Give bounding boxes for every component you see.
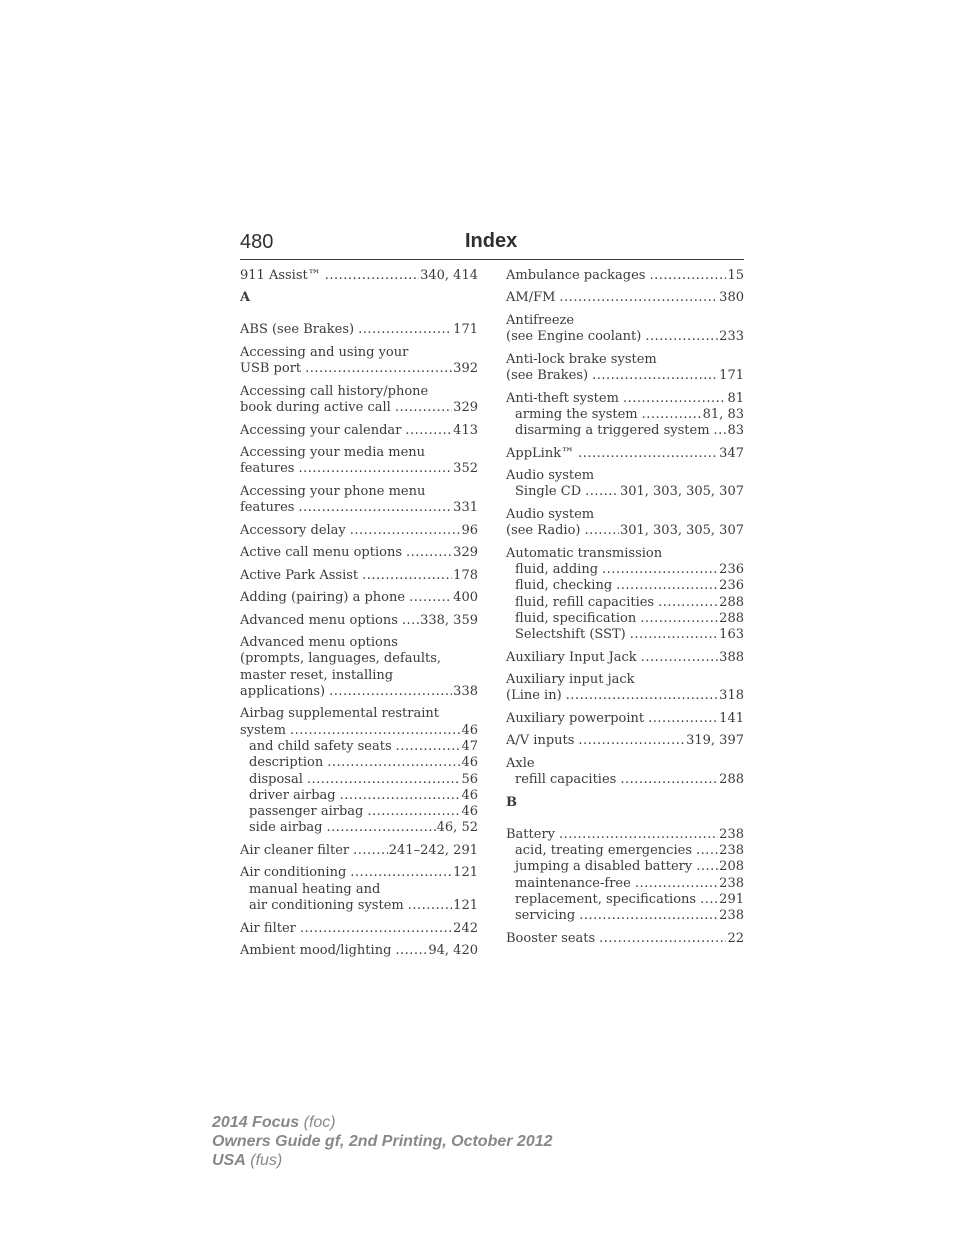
entry-term: maintenance-free: [515, 875, 631, 891]
dot-leader: [578, 733, 685, 749]
index-subentry-line: [506, 892, 744, 908]
dot-leader: [329, 684, 452, 700]
entry-term: Air conditioning: [240, 865, 347, 881]
dot-leader: [353, 843, 388, 859]
dot-leader: [395, 943, 427, 959]
index-entry-line: [240, 345, 478, 361]
index-entry-line: [506, 733, 744, 749]
dot-leader: [616, 578, 718, 594]
footer-line-edition: [212, 1132, 553, 1151]
page-reference: 301, 303, 305, 307: [619, 523, 744, 539]
index-entry-line: [506, 688, 744, 704]
dot-leader: [696, 843, 718, 859]
page-reference: 238: [719, 908, 744, 924]
dot-leader: [714, 423, 727, 439]
page-reference: 94, 420: [428, 942, 478, 958]
index-entry-line: [506, 711, 744, 727]
entry-term: Automatic transmission: [506, 545, 663, 561]
entry-term: passenger airbag: [249, 804, 364, 820]
dot-leader: [327, 755, 460, 771]
entry-term: Advanced menu options: [240, 612, 398, 628]
page-reference: 83: [727, 423, 744, 439]
dot-leader: [350, 523, 461, 539]
index-entry: [506, 290, 744, 306]
entry-term: Air cleaner filter: [240, 842, 350, 858]
index-entry-line: [506, 650, 744, 666]
page-reference: 46: [461, 722, 478, 738]
page-reference: 81, 83: [702, 406, 744, 422]
page-reference: 208: [719, 859, 744, 875]
index-subentry-line: [506, 908, 744, 924]
index-entry: [506, 507, 744, 540]
index-column-left: [240, 268, 478, 965]
index-entry: [240, 921, 478, 937]
index-entry-line: [240, 268, 478, 284]
entry-term: Selectshift (SST): [515, 627, 626, 643]
index-entry-line: [240, 590, 478, 606]
index-entry: [506, 672, 744, 705]
dot-leader: [658, 595, 718, 611]
index-entry-line: [240, 445, 478, 461]
dot-leader: [340, 788, 461, 804]
entry-term: AM/FM: [506, 290, 556, 306]
index-entry-line: [240, 668, 478, 684]
entry-term: jumping a disabled battery: [515, 859, 693, 875]
page-reference: 329: [453, 545, 478, 561]
index-entry-line: [506, 268, 744, 284]
index-entry-line: [506, 507, 744, 523]
index-entry-line: [240, 384, 478, 400]
index-entry: [240, 843, 478, 859]
entry-term: Ambulance packages: [506, 268, 646, 283]
entry-term: Axle: [506, 755, 535, 771]
page-reference: 291: [719, 891, 744, 907]
entry-term: Accessing call history/phone: [240, 383, 429, 399]
index-entry-line: [506, 368, 744, 384]
entry-term: Auxiliary Input Jack: [506, 649, 637, 665]
index-entry-line: [240, 921, 478, 937]
index-entry-line: [240, 400, 478, 416]
dot-leader: [642, 407, 702, 423]
index-subentry-line: [240, 739, 478, 755]
entry-term: Advanced menu options: [240, 635, 398, 650]
dot-leader: [566, 688, 719, 704]
index-subentry-line: [240, 898, 478, 914]
page-reference: 15: [727, 268, 744, 283]
page-reference: 236: [719, 561, 744, 577]
index-entry: [240, 706, 478, 836]
index-section-letter: B: [506, 794, 517, 810]
dot-leader: [395, 400, 452, 416]
page-reference: 238: [719, 826, 744, 842]
page-reference: 121: [453, 898, 478, 914]
page-reference: 242: [453, 920, 478, 936]
index-entry-line: [506, 672, 744, 688]
index-entry: [506, 268, 744, 284]
index-entry-line: [240, 361, 478, 377]
index-entry: [506, 733, 744, 749]
page-reference: 288: [719, 610, 744, 626]
index-entry-line: [506, 468, 744, 484]
index-entry: [240, 268, 478, 284]
entry-term: fluid, specification: [515, 610, 637, 626]
index-entry-line: [506, 352, 744, 368]
page-reference: 388: [719, 649, 744, 665]
dot-leader: [298, 500, 452, 516]
page-reference: 318: [719, 688, 744, 704]
page-reference: 288: [719, 772, 744, 788]
index-subentry-line: [506, 876, 744, 892]
dot-leader: [409, 590, 452, 606]
dot-leader: [559, 827, 718, 843]
entry-term: system: [240, 722, 286, 738]
entry-term: features: [240, 500, 295, 516]
index-entry: [506, 827, 744, 925]
entry-term: features: [240, 461, 295, 477]
entry-term: fluid, adding: [515, 561, 599, 577]
index-entry-line: [240, 684, 478, 700]
page-reference: 46: [461, 804, 478, 820]
dot-leader: [559, 290, 718, 306]
entry-term: fluid, refill capacities: [515, 594, 655, 610]
entry-term: Battery: [506, 826, 556, 842]
index-entry-line: [240, 865, 478, 881]
dot-leader: [300, 921, 452, 937]
index-entry-line: [240, 706, 478, 722]
index-entry-line: [240, 568, 478, 584]
index-entry: [240, 523, 478, 539]
entry-term: arming the system: [515, 406, 638, 422]
page-reference: 178: [453, 567, 478, 583]
entry-term: Airbag supplemental restraint: [240, 706, 440, 722]
entry-term: (prompts, languages, defaults,: [240, 651, 442, 667]
entry-term: Accessory delay: [240, 522, 346, 538]
entry-term: Active Park Assist: [240, 567, 359, 583]
entry-term: A/V inputs: [506, 733, 575, 749]
entry-term: (see Radio): [506, 523, 581, 539]
dot-leader: [406, 545, 452, 561]
index-entry: [240, 865, 478, 914]
dot-leader: [579, 908, 718, 924]
entry-term: Antifreeze: [506, 312, 575, 328]
index-entry-line: [240, 723, 478, 739]
index-entry-line: [506, 523, 744, 539]
index-entry-line: [506, 290, 744, 306]
document-footer: [212, 1113, 553, 1170]
entry-term: and child safety seats: [249, 738, 392, 754]
entry-term: disarming a triggered system: [515, 423, 710, 439]
dot-leader: [408, 898, 452, 914]
index-entry-line: [240, 500, 478, 516]
entry-term: Single CD: [515, 484, 582, 500]
footer-market-code: (fus): [250, 1152, 283, 1169]
index-entry: [240, 568, 478, 584]
entry-term: Accessing your calendar: [240, 422, 402, 438]
entry-term: USB port: [240, 361, 302, 377]
index-entry: [240, 484, 478, 517]
entry-term: replacement, specifications: [515, 891, 697, 907]
index-entry: [240, 345, 478, 378]
page-reference: 319, 397: [686, 733, 744, 749]
page-reference: 171: [719, 368, 744, 384]
dot-leader: [645, 329, 718, 345]
index-entry: [506, 391, 744, 440]
index-entry: [240, 423, 478, 439]
page-reference: 238: [719, 875, 744, 891]
dot-leader: [623, 391, 727, 407]
index-entry: [506, 352, 744, 385]
entry-term: side airbag: [249, 820, 323, 836]
page-number: 480: [240, 231, 274, 253]
index-column-right: [506, 268, 744, 953]
dot-leader: [298, 461, 452, 477]
entry-term: driver airbag: [249, 787, 336, 803]
page-reference: 46: [461, 755, 478, 771]
dot-leader: [305, 361, 452, 377]
page-reference: 81: [727, 390, 744, 406]
dot-leader: [648, 711, 718, 727]
footer-edition: Owners Guide gf, 2nd Printing, October 2012: [212, 1133, 553, 1150]
index-entry: [506, 650, 744, 666]
page-reference: 236: [719, 578, 744, 594]
entry-term: book during active call: [240, 400, 391, 416]
index-entry: [240, 445, 478, 478]
dot-leader: [578, 446, 718, 462]
entry-term: ABS (see Brakes): [240, 322, 355, 338]
entry-term: Accessing and using your: [240, 344, 409, 360]
dot-leader: [585, 484, 619, 500]
index-entry-line: [240, 943, 478, 959]
index-entry-line: [240, 523, 478, 539]
entry-term: AppLink™: [506, 445, 575, 461]
index-entry-line: [506, 756, 744, 772]
entry-term: applications): [240, 683, 326, 699]
page-reference: 352: [453, 461, 478, 477]
page-reference: 338: [453, 683, 478, 699]
page-reference: 141: [719, 710, 744, 726]
dot-leader: [358, 322, 452, 338]
entry-term: air conditioning system: [249, 898, 404, 914]
page-reference: 233: [719, 329, 744, 345]
dot-leader: [405, 423, 452, 439]
index-entry-line: [240, 484, 478, 500]
entry-term: refill capacities: [515, 772, 617, 788]
index-entry-line: [506, 827, 744, 843]
entry-term: manual heating and: [249, 881, 381, 897]
page-reference: 46, 52: [436, 820, 478, 836]
page-reference: 163: [719, 627, 744, 643]
index-entry-line: [506, 546, 744, 562]
index-entry-line: [240, 322, 478, 338]
index-subentry-line: [506, 423, 744, 439]
page-reference: 338, 359: [420, 612, 478, 628]
page-reference: 392: [453, 361, 478, 377]
dot-leader: [402, 613, 419, 629]
entry-term: master reset, installing: [240, 667, 394, 683]
page-header: [240, 229, 744, 260]
dot-leader: [700, 892, 718, 908]
dot-leader: [367, 804, 460, 820]
index-entry: [506, 711, 744, 727]
index-entry: [506, 446, 744, 462]
dot-leader: [641, 650, 718, 666]
page-reference: 46: [461, 787, 478, 803]
entry-term: Air filter: [240, 920, 296, 936]
page-reference: 22: [727, 930, 744, 946]
page-reference: 47: [461, 738, 478, 754]
page-reference: 347: [719, 445, 744, 461]
dot-leader: [350, 865, 452, 881]
dot-leader: [620, 772, 718, 788]
dot-leader: [635, 876, 718, 892]
entry-term: Booster seats: [506, 930, 596, 946]
dot-leader: [696, 859, 718, 875]
index-subentry-line: [506, 859, 744, 875]
entry-term: fluid, checking: [515, 578, 613, 594]
footer-model: 2014 Focus: [212, 1114, 300, 1131]
entry-term: Active call menu options: [240, 545, 402, 561]
page-reference: 331: [453, 500, 478, 516]
index-subentry-line: [506, 407, 744, 423]
page-reference: 301, 303, 305, 307: [619, 484, 744, 500]
dot-leader: [592, 368, 718, 384]
entry-term: Auxiliary powerpoint: [506, 710, 645, 726]
dot-leader: [327, 820, 436, 836]
page-reference: 340, 414: [420, 268, 478, 283]
index-entry: [240, 943, 478, 959]
index-entry-line: [506, 329, 744, 345]
index-entry: [506, 468, 744, 501]
index-subentry-line: [506, 627, 744, 643]
page-reference: 413: [453, 422, 478, 438]
index-subentry-line: [240, 882, 478, 898]
index-entry: [240, 545, 478, 561]
entry-term: disposal: [249, 771, 303, 787]
page-reference: 171: [453, 322, 478, 338]
page-reference: 238: [719, 842, 744, 858]
index-entry-line: [506, 391, 744, 407]
entry-term: (Line in): [506, 688, 562, 704]
index-entry: [506, 931, 744, 947]
index-entry-line: [506, 446, 744, 462]
index-subentry-line: [506, 772, 744, 788]
entry-term: 911 Assist™: [240, 268, 321, 283]
index-entry: [240, 590, 478, 606]
index-entry: [506, 313, 744, 346]
entry-term: description: [249, 755, 324, 771]
index-subentry-line: [506, 611, 744, 627]
dot-leader: [362, 568, 452, 584]
entry-term: servicing: [515, 908, 576, 924]
footer-line-model: [212, 1113, 553, 1132]
index-entry-line: [240, 423, 478, 439]
index-entry-line: [506, 931, 744, 947]
entry-term: Adding (pairing) a phone: [240, 590, 406, 606]
entry-term: Accessing your media menu: [240, 445, 426, 461]
dot-leader: [599, 931, 726, 947]
entry-term: Audio system: [506, 468, 595, 484]
index-entry-line: [240, 545, 478, 561]
index-subentry-line: [506, 595, 744, 611]
index-subentry-line: [240, 788, 478, 804]
page-title: Index: [465, 230, 518, 252]
dot-leader: [649, 268, 726, 284]
dot-leader: [640, 611, 718, 627]
dot-leader: [290, 723, 461, 739]
page-reference: 329: [453, 400, 478, 416]
index-subentry-line: [240, 820, 478, 836]
footer-model-code: (foc): [303, 1114, 336, 1131]
index-subentry-line: [506, 843, 744, 859]
page-reference: 96: [461, 522, 478, 538]
index-entry: [506, 756, 744, 789]
entry-term: Auxiliary input jack: [506, 672, 635, 688]
page-reference: 56: [461, 771, 478, 787]
index-entry: [506, 546, 744, 644]
index-entry-line: [240, 613, 478, 629]
index-subentry-line: [240, 772, 478, 788]
entry-term: Ambient mood/lighting: [240, 942, 392, 958]
entry-term: Anti-lock brake system: [506, 351, 657, 367]
index-entry: [240, 384, 478, 417]
page-reference: 380: [719, 290, 744, 306]
page-reference: 288: [719, 594, 744, 610]
index-entry: [240, 635, 478, 700]
dot-leader: [584, 523, 618, 539]
index-subentry-line: [506, 578, 744, 594]
entry-term: (see Engine coolant): [506, 329, 642, 345]
entry-term: (see Brakes): [506, 368, 589, 384]
index-entry: [240, 322, 478, 338]
page-reference: 400: [453, 590, 478, 606]
index-entry: [240, 613, 478, 629]
index-entry-line: [240, 651, 478, 667]
entry-term: acid, treating emergencies: [515, 842, 692, 858]
dot-leader: [602, 562, 718, 578]
index-subentry-line: [240, 755, 478, 771]
page-reference: 121: [453, 865, 478, 881]
index-entry-line: [506, 313, 744, 329]
dot-leader: [396, 739, 461, 755]
index-subentry-line: [506, 562, 744, 578]
entry-term: Audio system: [506, 506, 595, 522]
index-entry-line: [240, 461, 478, 477]
index-section-letter: A: [240, 290, 251, 306]
page-reference: 241–242, 291: [388, 842, 478, 858]
index-entry-line: [240, 635, 478, 651]
footer-line-market: [212, 1151, 553, 1170]
index-subentry-line: [506, 484, 744, 500]
index-subentry-line: [240, 804, 478, 820]
dot-leader: [325, 268, 419, 284]
footer-market: USA: [212, 1152, 246, 1169]
entry-term: Anti-theft system: [506, 390, 619, 406]
dot-leader: [307, 772, 461, 788]
entry-term: Accessing your phone menu: [240, 483, 426, 499]
dot-leader: [630, 627, 718, 643]
index-entry-line: [240, 843, 478, 859]
